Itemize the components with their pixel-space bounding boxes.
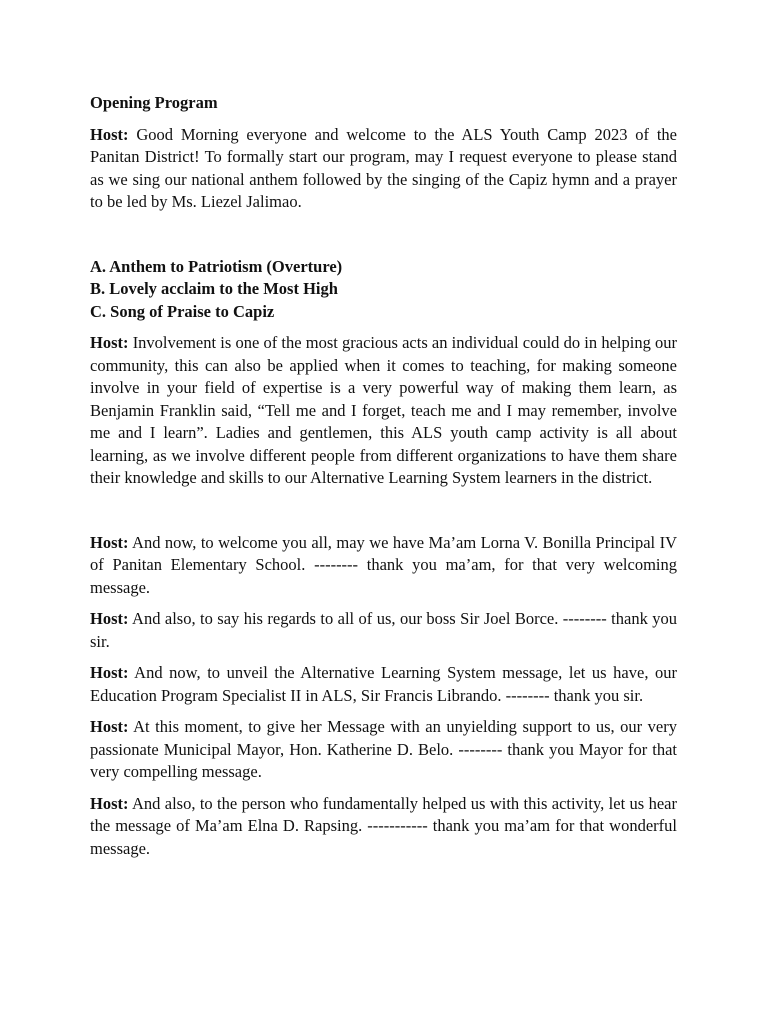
list-item: C. Song of Praise to Capiz bbox=[90, 301, 275, 321]
host-paragraph-intro bbox=[90, 124, 677, 214]
host-label: Host: bbox=[90, 793, 129, 813]
host-text: Good Morning everyone and welcome to the ALS Youth Camp 2023 of the Panitan District! To formally start our program, may I request everyone to please stand as we sing our national anthem followed by the singing of the Capiz hymn and a prayer to be led by Ms. Liezel Jalimao. bbox=[90, 124, 677, 211]
host-paragraph-rapsing bbox=[90, 793, 677, 861]
document-heading: Opening Program bbox=[90, 93, 218, 112]
host-text: And now, to unveil the Alternative Learning System message, let us have, our Education Program Specialist II in ALS, Sir Francis Librando. -------- thank you sir. bbox=[90, 663, 678, 705]
host-text: And also, to say his regards to all of us, our boss Sir Joel Borce. -------- thank you sir. bbox=[90, 609, 678, 651]
host-label: Host: bbox=[90, 532, 129, 552]
spacer bbox=[90, 499, 677, 532]
host-text: And also, to the person who fundamentally helped us with this activity, let us hear the message of Ma’am Elna D. Rapsing. ----------- thank you ma’am for that wonderful message. bbox=[90, 793, 677, 858]
host-label: Host: bbox=[90, 609, 129, 628]
host-paragraph-involvement bbox=[90, 332, 677, 490]
list-item: A. Anthem to Patriotism (Overture) bbox=[90, 256, 343, 276]
list-item: B. Lovely acclaim to the Most High bbox=[90, 279, 338, 298]
host-paragraph-welcome bbox=[90, 532, 677, 600]
host-label: Host: bbox=[90, 663, 129, 682]
host-paragraph-als-message bbox=[90, 662, 677, 707]
host-paragraph-mayor bbox=[90, 716, 677, 784]
host-label: Host: bbox=[90, 333, 129, 352]
host-text: And now, to welcome you all, may we have Ma’am Lorna V. Bonilla Principal IV of Panitan Elementary School. -------- thank you ma’am, for that very welcoming message. bbox=[90, 532, 677, 597]
document-page bbox=[90, 92, 677, 869]
host-label: Host: bbox=[90, 124, 129, 144]
host-paragraph-regards bbox=[90, 608, 677, 653]
spacer bbox=[90, 223, 677, 256]
host-label: Host: bbox=[90, 717, 129, 736]
program-list bbox=[90, 256, 677, 324]
host-text: At this moment, to give her Message with an unyielding support to us, our very passionate Municipal Mayor, Hon. Katherine D. Belo. -------- thank you Mayor for that very compelling message. bbox=[90, 717, 678, 781]
host-text: Involvement is one of the most gracious acts an individual could do in helping our community, this can also be applied when it comes to teaching, for making someone involve in your field of expertise is a very powerful way of making them learn, as Benjamin Franklin said, “Tell me and I forget, teach me and I may remember, involve me and I learn”. Ladies and gentlemen, this ALS youth camp activity is all about learning, as we involve different people from different organizations to have them share their knowledge and skills to our Alternative Learning System learners in the district. bbox=[90, 333, 677, 487]
